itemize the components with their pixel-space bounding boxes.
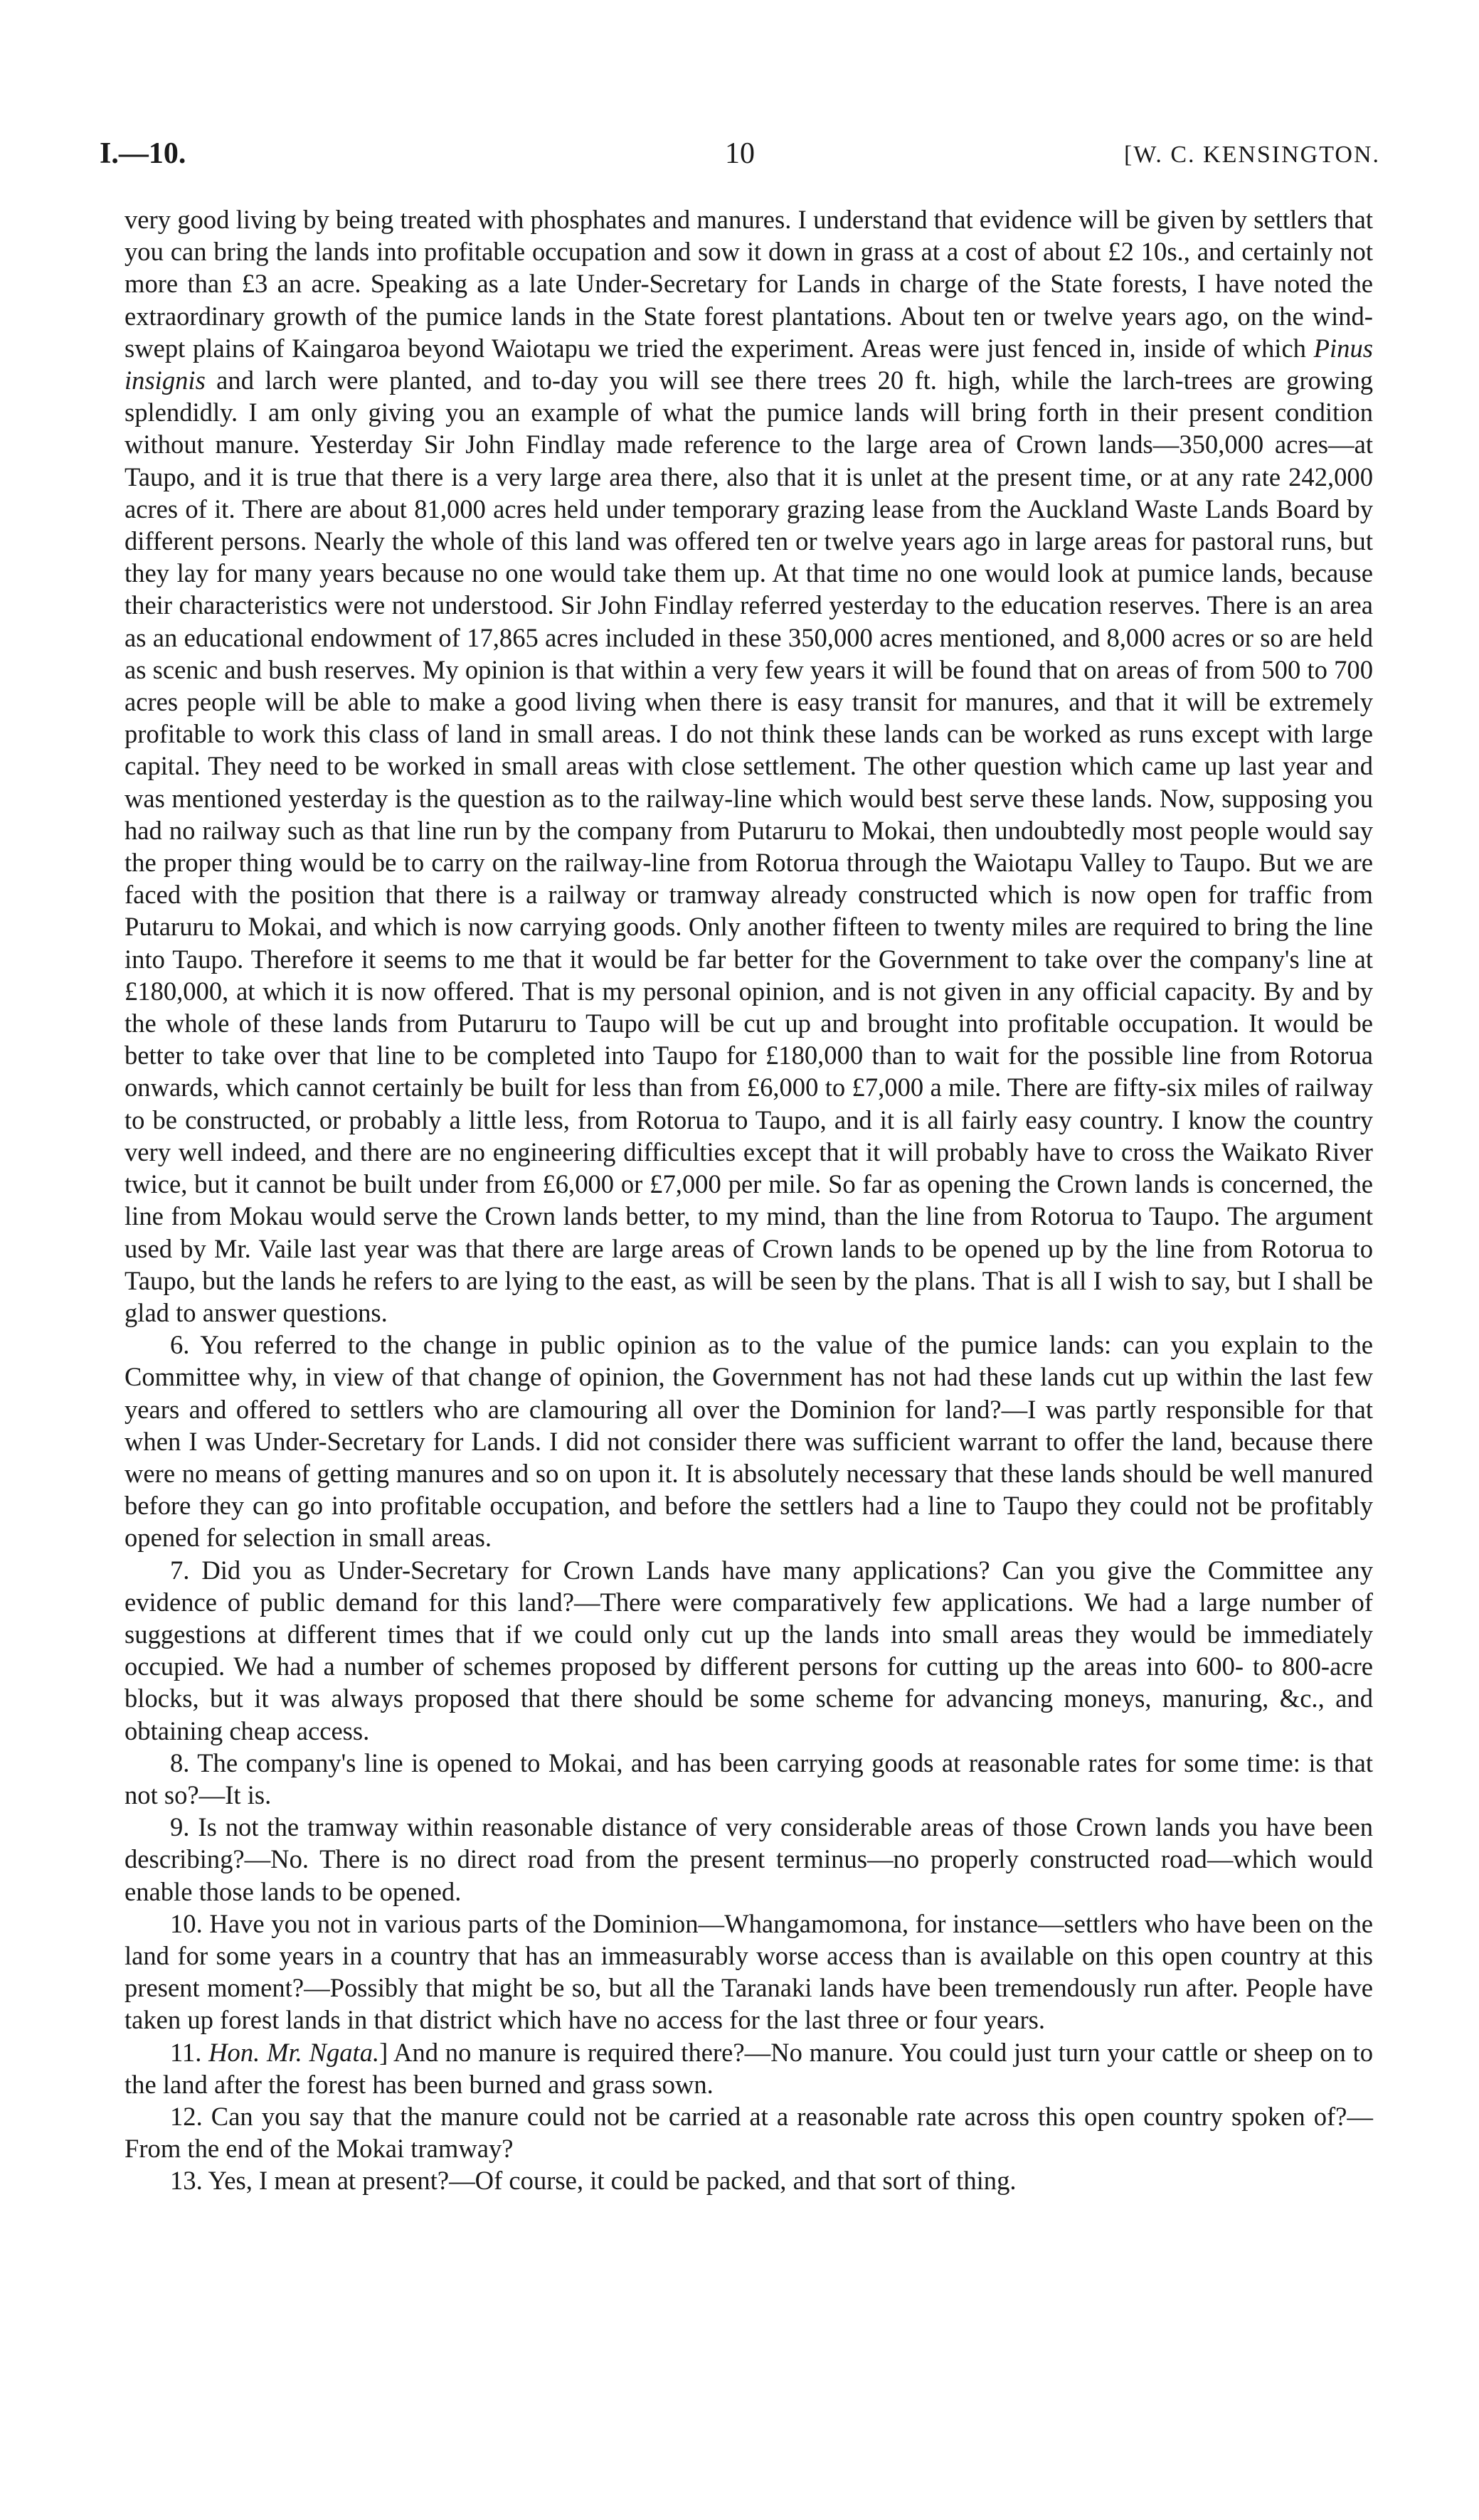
page-number: 10 <box>725 137 755 170</box>
question-6: 6. You referred to the change in public opinion as to the value of the pumice lands: can you explain to the Committee why, in view of that change of opinion, the Government has not had these lands cut up within the last few years and offered to settlers who are clamouring all over the Dominion for land?—I was partly responsible for that when I was Under-Secretary for Lands. I did not consider there was sufficient warrant to offer the land, because there were no means of getting manures and so on upon it. It is absolutely necessary that these lands should be well manured before they can go into profitable occupation, and before the settlers had a line to Taupo they could not be profitably opened for selection in small areas. <box>124 1330 1373 1553</box>
paragraph-continuation: very good living by being treated with phosphates and manures. I understand that evidence will be given by settlers that you can bring the lands into profitable occupation and sow it down in grass at a cost of about £2 10s., and certainly not more than £3 an acre. Speaking as a late Under-Secretary for Lands in charge of the State forests, I have noted the extraordinary growth of the pumice lands in the State forest plantations. About ten or twelve years ago, on the wind-swept plains of Kaingaroa beyond Waiotapu we tried the experiment. Areas were just fenced in, inside of which Pinus insignis and larch were planted, and to-day you will see there trees 20 ft. high, while the larch-trees are growing splendidly. I am only giving you an example of what the pumice lands will bring forth in their present condition without manure. Yesterday Sir John Findlay made reference to the large area of Crown lands—350,000 acres—at Taupo, and it is true that there is a very large area there, also that it is unlet at the present time, or at any rate 242,000 acres of it. There are about 81,000 acres held under temporary grazing lease from the Auckland Waste Lands Board by different persons. Nearly the whole of this land was offered ten or twelve years ago in large areas for pastoral runs, but they lay for many years because no one would take them up. At that time no one would look at pumice lands, because their characteristics were not understood. Sir John Findlay referred yesterday to the education reserves. There is an area as an educational endowment of 17,865 acres included in these 350,000 acres mentioned, and 8,000 acres or so are held as scenic and bush reserves. My opinion is that within a very few years it will be found that on areas of from 500 to 700 acres people will be able to make a good living when there is easy transit for manures, and that it will be extremely profitable to work this class of land in small areas. I do not think these lands can be worked as runs except with large capital. They need to be worked in small areas with close settlement. The other question which came up last year and was mentioned yesterday is the question as to the railway-line which would best serve these lands. Now, supposing you had no railway such as that line run by the company from Putaruru to Mokai, then undoubtedly most people would say the proper thing would be to carry on the railway-line from Rotorua through the Waiotapu Valley to Taupo. But we are faced with the position that there is a railway or tramway already constructed which is now open for traffic from Putaruru to Mokai, and which is now carrying goods. Only another fifteen to twenty miles are required to bring the line into Taupo. Therefore it seems to me that it would be far better for the Government to take over the company's line at £180,000, at which it is now offered. That is my personal opinion, and is not given in any official capacity. By and by the whole of these lands from Putaruru to Taupo will be cut up and brought into profitable occupation. It would be better to take over that line to be completed into Taupo for £180,000 than to wait for the possible line from Rotorua onwards, which cannot certainly be built for less than from £6,000 to £7,000 a mile. There are fifty-six miles of railway to be constructed, or probably a little less, from Rotorua to Taupo, and it is all fairly easy country. I know the country very well indeed, and there are no engineering difficulties except that it will probably have to cross the Waikato River twice, but it cannot be built under from £6,000 or £7,000 per mile. So far as opening the Crown lands is concerned, the line from Mokau would serve the Crown lands better, to my mind, than the line from Rotorua to Taupo. The argument used by Mr. Vaile last year was that there are large areas of Crown lands to be opened up by the line from Rotorua to Taupo, but the lands he refers to are lying to the east, as will be seen by the plans. That is all I wish to say, but I shall be glad to answer questions. <box>124 205 1373 1327</box>
question-7: 7. Did you as Under-Secretary for Crown Lands have many applications? Can you give the Committee any evidence of public demand for this land?—There were comparatively few applications. We had a large number of suggestions at different times that if we could only cut up the lands into small areas they would be immediately occupied. We had a number of schemes proposed by different persons for cutting up the areas into 600- to 800-acre blocks, but it was always proposed that there should be some scheme for advancing moneys, manuring, &c., and obtaining cheap access. <box>124 1555 1373 1745</box>
speaker-name: Hon. Mr. Ngata. <box>208 2037 380 2067</box>
question-8: 8. The company's line is opened to Mokai, and has been carrying goods at reasonable rates for some time: is that not so?—It is. <box>124 1748 1373 1809</box>
question-11: 11. Hon. Mr. Ngata.] And no manure is required there?—No manure. You could just turn your cattle or sheep on to the land after the forest has been burned and grass sown. <box>124 2037 1374 2099</box>
witness-name: [W. C. KENSINGTON. <box>1124 142 1380 168</box>
question-12: 12. Can you say that the manure could not be carried at a reasonable rate across this open country spoken of?—From the end of the Mokai tramway? <box>124 2101 1373 2164</box>
italic-term: Pinus insignis <box>124 333 1373 395</box>
question-13: 13. Yes, I mean at present?—Of course, it could be packed, and that sort of thing. <box>170 2166 1017 2196</box>
page-header <box>100 139 1380 181</box>
document-reference: I.—10. <box>100 137 186 170</box>
question-10: 10. Have you not in various parts of the Dominion—Whangamomona, for instance—settlers who have been on the land for some years in a country that has an immeasurably worse access than is available on this open country at this present moment?—Possibly that might be so, but all the Taranaki lands have been tremendously run after. People have taken up forest lands in that district which have no access for the last three or four years. <box>124 1908 1373 2035</box>
body-text <box>124 203 1373 2197</box>
question-9: 9. Is not the tramway within reasonable distance of very considerable areas of those Crown lands you have been describing?—No. There is no direct road from the present terminus—no properly constructed road—which would enable those lands to be opened. <box>124 1812 1373 1906</box>
